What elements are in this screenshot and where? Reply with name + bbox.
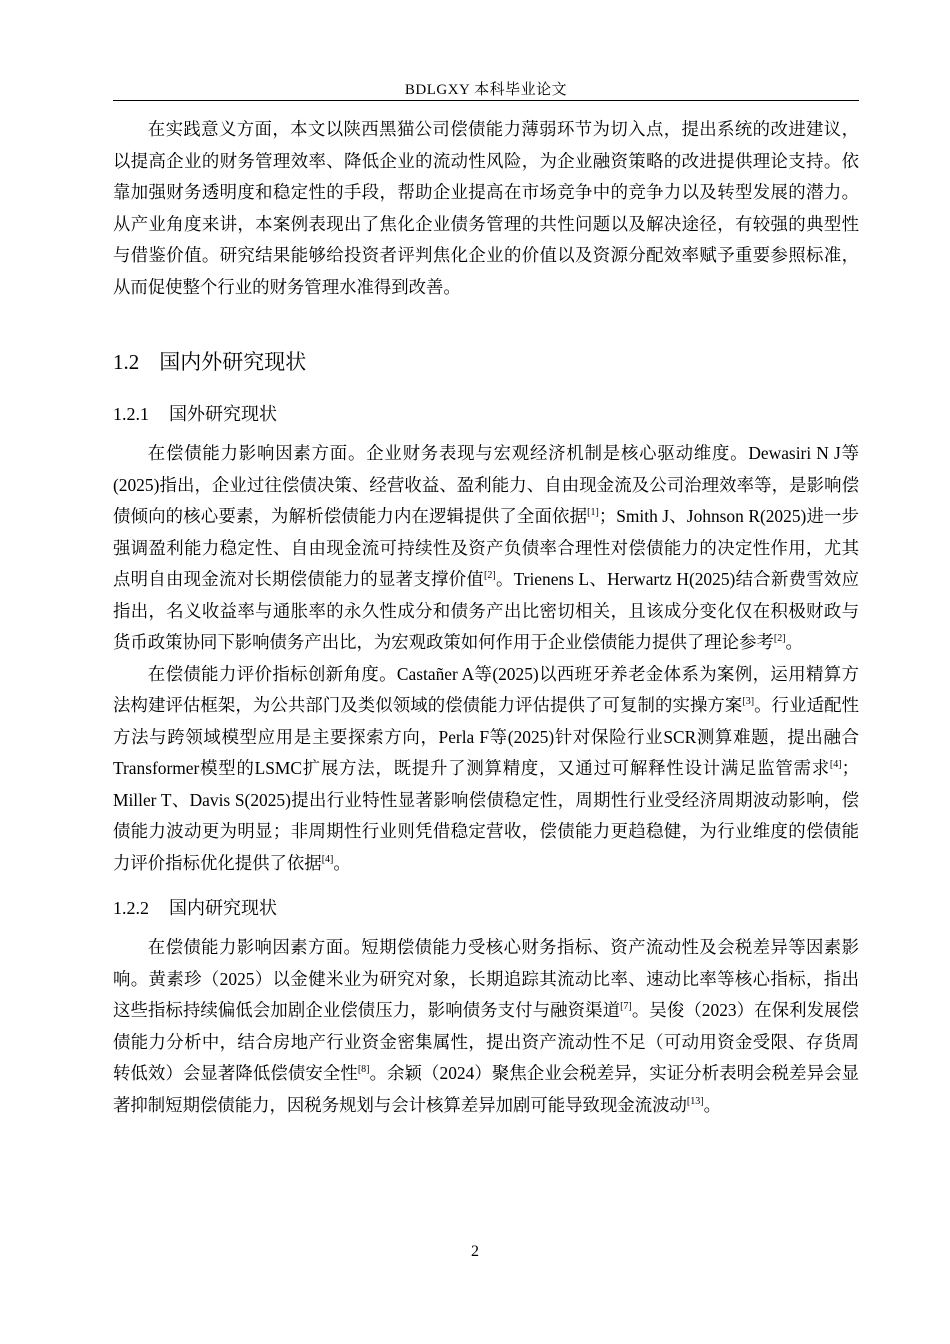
subsection-number: 1.2.2 bbox=[113, 898, 149, 918]
paragraph-text: 。 bbox=[703, 1094, 721, 1115]
running-header: BDLGXY 本科毕业论文 bbox=[404, 82, 568, 98]
subsection-heading-1-2-2 bbox=[113, 893, 859, 924]
paragraph-foreign-factors bbox=[113, 438, 859, 659]
subsection-number: 1.2.1 bbox=[113, 404, 149, 424]
citation-ref: [8] bbox=[357, 1064, 370, 1075]
section-number: 1.2 bbox=[113, 350, 140, 374]
section-heading-1-2 bbox=[113, 347, 859, 377]
citation-ref: [3] bbox=[742, 696, 755, 707]
paragraph-text: 。 bbox=[785, 632, 803, 652]
paragraph-text: 。吴俊（2023）在保利发展偿债能力分析中，结合房地产行业资金密集属性，提出资产流动性不足（可动用资金受限、存货周转低效）会显著降低偿债安全性 bbox=[113, 1000, 859, 1083]
paragraph-text: 。Trienens L、Herwartz H(2025)结合新费雪效应指出，名义收益率与通胀率的永久性成分和债务产出比密切相关，且该成分变化仅在积极财政与货币政策协同下影响债务产出比，为宏观政策如何作用于企业偿债能力提供了理论参考 bbox=[113, 569, 859, 652]
paragraph-text: ；Smith J、Johnson R(2025)进一步强调盈利能力稳定性、自由现金流可持续性及资产负债率合理性对偿债能力的决定性作用，尤其点明自由现金流对长期偿债能力的显著支撑价值 bbox=[113, 506, 859, 589]
paragraph-text: 在偿债能力影响因素方面。短期偿债能力受核心财务指标、资产流动性及会税差异等因素影响。黄素珍（2025）以金健米业为研究对象，长期追踪其流动比率、速动比率等核心指标，指出这些指标持续偏低会加剧企业偿债压力，影响债务支付与融资渠道 bbox=[113, 937, 859, 1020]
paragraph-text: 。行业适配性方法与跨领域模型应用是主要探索方向，Perla F等(2025)针对保险行业SCR测算难题，提出融合Transformer模型的LSMC扩展方法，既提升了测算精度，又通过可解释性设计满足监管需求 bbox=[113, 695, 859, 778]
citation-ref: [7] bbox=[620, 1001, 632, 1012]
page-body bbox=[113, 114, 859, 1121]
paragraph-practical-significance: 在实践意义方面，本文以陕西黑猫公司偿债能力薄弱环节为切入点，提出系统的改进建议，以提高企业的财务管理效率、降低企业的流动性风险，为企业融资策略的改进提供理论支持。依靠加强财务透明度和稳定性的手段，帮助企业提高在市场竞争中的竞争力以及转型发展的潜力。从产业角度来讲，本案例表现出了焦化企业债务管理的共性问题以及解决途径，有较强的典型性与借鉴价值。研究结果能够给投资者评判焦化企业的价值以及资源分配效率赋予重要参照标准，从而促使整个行业的财务管理水准得到改善。 bbox=[113, 119, 859, 297]
citation-ref: [1] bbox=[587, 507, 599, 518]
header-rule bbox=[113, 100, 859, 101]
paragraph-text: 。余颖（2024）聚焦企业会税差异，实证分析表明会税差异会显著抑制短期偿债能力，因税务规划与会计核算差异加剧可能导致现金流波动 bbox=[113, 1063, 859, 1115]
subsection-heading-1-2-1 bbox=[113, 399, 859, 430]
subsection-title: 国外研究现状 bbox=[169, 404, 277, 425]
paragraph-foreign-indicators bbox=[113, 659, 859, 880]
paragraph-text: ；Miller T、Davis S(2025)提出行业特性显著影响偿债稳定性，周期性行业受经济周期波动影响，偿债能力波动更为明显；非周期性行业则凭借稳定营收，偿债能力更趋稳健，为行业维度的偿债能力评价指标优化提供了依据 bbox=[113, 758, 859, 873]
citation-ref: [2] bbox=[484, 570, 496, 581]
paragraph-text: 在偿债能力评价指标创新角度。Castañer A等(2025)以西班牙养老金体系为案例，运用精算方法构建评估框架，为公共部门及类似领域的偿债能力评估提供了可复制的实操方案 bbox=[113, 663, 859, 715]
paragraph-text: 在偿债能力影响因素方面。企业财务表现与宏观经济机制是核心驱动维度。Dewasiri N J等(2025)指出，企业过往偿债决策、经营收益、盈利能力、自由现金流及公司治理效率等，是影响偿债倾向的核心要素，为解析偿债能力内在逻辑提供了全面依据 bbox=[113, 443, 859, 526]
paragraph-text: 。 bbox=[333, 852, 351, 873]
citation-ref: [2] bbox=[773, 633, 786, 644]
page-number: 2 bbox=[471, 1243, 479, 1260]
subsection-title: 国内研究现状 bbox=[169, 898, 277, 919]
citation-ref: [4] bbox=[321, 853, 334, 865]
paragraph-domestic-factors bbox=[113, 932, 859, 1121]
section-title: 国内外研究现状 bbox=[159, 350, 307, 374]
citation-ref: [4] bbox=[829, 759, 842, 770]
citation-ref: [13] bbox=[686, 1095, 704, 1107]
